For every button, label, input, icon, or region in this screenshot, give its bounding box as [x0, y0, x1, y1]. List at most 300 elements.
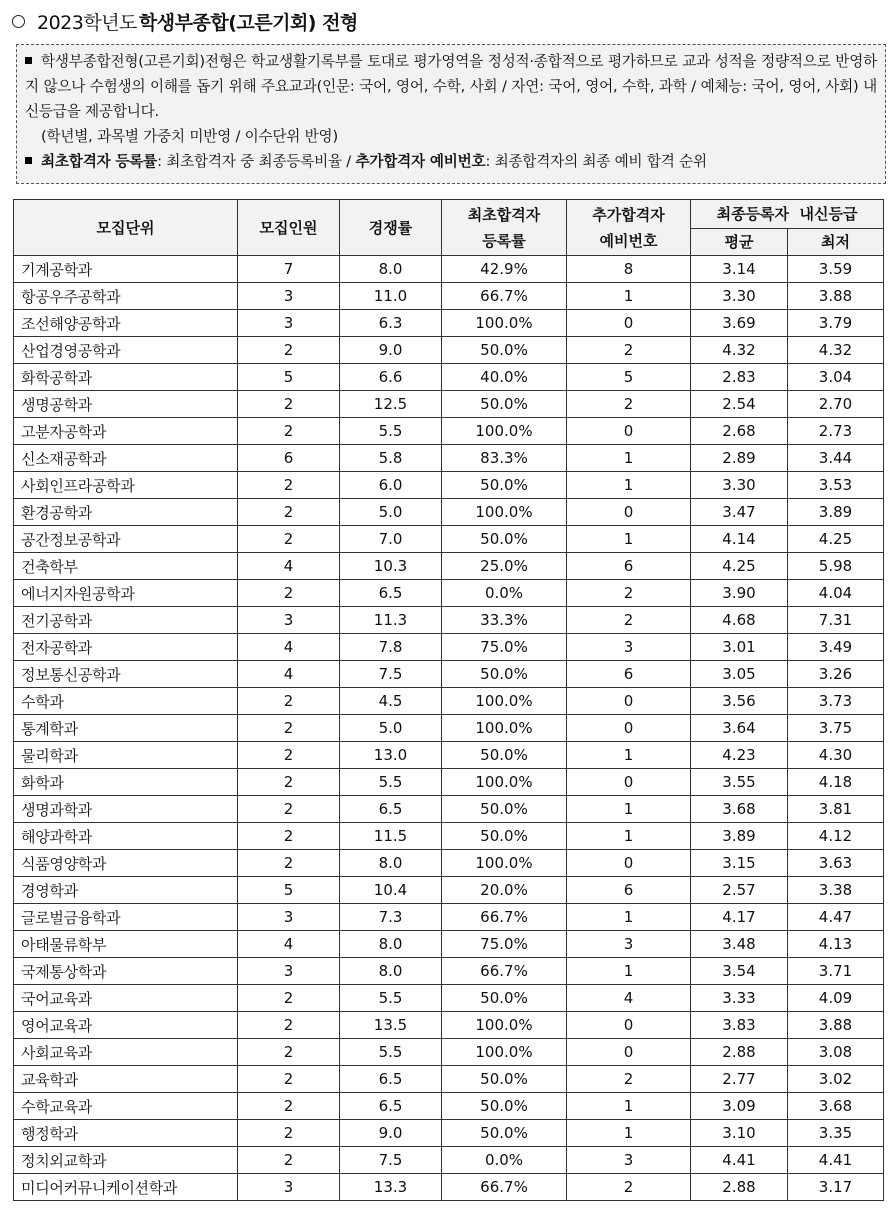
cell-waitlist: 2: [567, 580, 691, 607]
table-row: [14, 823, 884, 850]
cell-competition: 5.5: [340, 769, 442, 796]
cell-quota: 3: [238, 1174, 340, 1201]
header-first-reg-line2: 등록률: [482, 231, 526, 250]
notice-box: [16, 44, 886, 184]
cell-avg: 2.54: [691, 391, 788, 418]
cell-waitlist: 1: [567, 526, 691, 553]
cell-competition: 8.0: [340, 931, 442, 958]
table-row: [14, 742, 884, 769]
cell-waitlist: 0: [567, 715, 691, 742]
cell-first-reg: 20.0%: [442, 877, 567, 904]
cell-waitlist: 0: [567, 499, 691, 526]
cell-min: 5.98: [788, 553, 884, 580]
notice-text: 학생부종합전형(고른기회)전형은 학교생활기록부를 토대로 평가영역을 정성적·종합적으로 평가하므로 교과 성적을 정량적으로 반영하지 않으나 수험생의 이해를 돕기 위해 주요교과(인문: 국어, 영어, 수학, 사회 / 자연: 국어, 영어, 수학, 과학 / 예체능: 국어, 영어, 사회) 내신등급을 제공합니다.: [25, 53, 877, 120]
table-row: [14, 661, 884, 688]
cell-dept: 건축학부: [14, 553, 238, 580]
table-row: [14, 769, 884, 796]
cell-dept: 공간정보공학과: [14, 526, 238, 553]
cell-quota: 4: [238, 553, 340, 580]
cell-first-reg: 100.0%: [442, 1039, 567, 1066]
cell-first-reg: 50.0%: [442, 1093, 567, 1120]
term-waitlist: 추가합격자 예비번호: [355, 153, 486, 170]
cell-waitlist: 0: [567, 418, 691, 445]
header-competition: 경쟁률: [340, 200, 442, 256]
cell-min: 3.73: [788, 688, 884, 715]
cell-waitlist: 0: [567, 850, 691, 877]
cell-avg: 3.30: [691, 283, 788, 310]
cell-quota: 5: [238, 364, 340, 391]
cell-avg: 3.54: [691, 958, 788, 985]
cell-dept: 미디어커뮤니케이션학과: [14, 1174, 238, 1201]
page-title: [12, 6, 358, 36]
cell-dept: 영어교육과: [14, 1012, 238, 1039]
cell-waitlist: 0: [567, 1012, 691, 1039]
admission-results-table: [13, 199, 884, 1201]
cell-min: 2.70: [788, 391, 884, 418]
cell-quota: 2: [238, 418, 340, 445]
cell-dept: 수학과: [14, 688, 238, 715]
cell-min: 2.73: [788, 418, 884, 445]
table-row: [14, 634, 884, 661]
square-bullet-icon: [25, 57, 32, 64]
cell-min: 4.47: [788, 904, 884, 931]
cell-quota: 3: [238, 283, 340, 310]
cell-avg: 2.68: [691, 418, 788, 445]
cell-waitlist: 1: [567, 823, 691, 850]
cell-min: 3.89: [788, 499, 884, 526]
cell-quota: 2: [238, 472, 340, 499]
cell-competition: 5.8: [340, 445, 442, 472]
cell-min: 4.09: [788, 985, 884, 1012]
cell-avg: 3.01: [691, 634, 788, 661]
header-avg: 평균: [691, 229, 788, 256]
cell-first-reg: 50.0%: [442, 796, 567, 823]
cell-dept: 생명과학과: [14, 796, 238, 823]
def-first-reg: : 최초합격자 중 최종등록비율 /: [157, 153, 356, 170]
cell-avg: 2.77: [691, 1066, 788, 1093]
cell-waitlist: 3: [567, 931, 691, 958]
table-row: [14, 1012, 884, 1039]
cell-avg: 2.83: [691, 364, 788, 391]
cell-dept: 교육학과: [14, 1066, 238, 1093]
cell-first-reg: 50.0%: [442, 823, 567, 850]
circle-bullet-icon: [12, 15, 25, 28]
cell-quota: 5: [238, 877, 340, 904]
cell-quota: 2: [238, 715, 340, 742]
cell-competition: 5.5: [340, 985, 442, 1012]
cell-first-reg: 50.0%: [442, 1120, 567, 1147]
cell-waitlist: 6: [567, 553, 691, 580]
cell-quota: 2: [238, 499, 340, 526]
cell-avg: 4.68: [691, 607, 788, 634]
cell-first-reg: 33.3%: [442, 607, 567, 634]
cell-first-reg: 100.0%: [442, 715, 567, 742]
cell-dept: 화학과: [14, 769, 238, 796]
term-first-reg: 최초합격자 등록률: [41, 153, 158, 170]
cell-competition: 6.6: [340, 364, 442, 391]
table-row: [14, 418, 884, 445]
cell-min: 3.79: [788, 310, 884, 337]
cell-dept: 산업경영공학과: [14, 337, 238, 364]
cell-avg: 3.56: [691, 688, 788, 715]
table-row: [14, 364, 884, 391]
cell-avg: 3.05: [691, 661, 788, 688]
table-row: [14, 688, 884, 715]
cell-first-reg: 66.7%: [442, 904, 567, 931]
cell-first-reg: 50.0%: [442, 526, 567, 553]
cell-min: 3.71: [788, 958, 884, 985]
square-bullet-icon: [25, 157, 32, 164]
cell-quota: 3: [238, 904, 340, 931]
cell-dept: 고분자공학과: [14, 418, 238, 445]
cell-first-reg: 66.7%: [442, 1174, 567, 1201]
cell-first-reg: 100.0%: [442, 310, 567, 337]
cell-min: 4.30: [788, 742, 884, 769]
title-year: 2023학년도: [37, 11, 137, 34]
cell-quota: 2: [238, 742, 340, 769]
table-row: [14, 1120, 884, 1147]
header-waitlist: [567, 200, 691, 256]
table-row: [14, 958, 884, 985]
cell-min: 3.04: [788, 364, 884, 391]
table-row: [14, 796, 884, 823]
cell-avg: 3.55: [691, 769, 788, 796]
cell-first-reg: 50.0%: [442, 742, 567, 769]
cell-dept: 생명공학과: [14, 391, 238, 418]
cell-min: 3.75: [788, 715, 884, 742]
cell-quota: 2: [238, 1093, 340, 1120]
table-row: [14, 499, 884, 526]
cell-avg: 3.30: [691, 472, 788, 499]
header-dept: 모집단위: [14, 200, 238, 256]
cell-competition: 5.5: [340, 418, 442, 445]
cell-first-reg: 83.3%: [442, 445, 567, 472]
cell-first-reg: 100.0%: [442, 418, 567, 445]
table-row: [14, 715, 884, 742]
cell-dept: 글로벌금융학과: [14, 904, 238, 931]
table-row: [14, 877, 884, 904]
cell-dept: 화학공학과: [14, 364, 238, 391]
table-row: [14, 1066, 884, 1093]
cell-waitlist: 1: [567, 904, 691, 931]
header-final-group: 최종등록자 내신등급: [691, 200, 884, 229]
cell-first-reg: 0.0%: [442, 580, 567, 607]
cell-quota: 2: [238, 1012, 340, 1039]
cell-avg: 3.64: [691, 715, 788, 742]
cell-waitlist: 1: [567, 445, 691, 472]
cell-waitlist: 1: [567, 472, 691, 499]
cell-quota: 2: [238, 796, 340, 823]
cell-competition: 13.3: [340, 1174, 442, 1201]
header-waitlist-line2: 예비번호: [599, 231, 658, 250]
cell-waitlist: 1: [567, 742, 691, 769]
cell-competition: 6.5: [340, 796, 442, 823]
cell-first-reg: 50.0%: [442, 985, 567, 1012]
cell-min: 4.25: [788, 526, 884, 553]
cell-waitlist: 8: [567, 256, 691, 283]
cell-competition: 5.0: [340, 499, 442, 526]
cell-first-reg: 40.0%: [442, 364, 567, 391]
cell-first-reg: 42.9%: [442, 256, 567, 283]
cell-dept: 기계공학과: [14, 256, 238, 283]
cell-first-reg: 50.0%: [442, 661, 567, 688]
cell-dept: 정보통신공학과: [14, 661, 238, 688]
cell-dept: 정치외교학과: [14, 1147, 238, 1174]
cell-avg: 4.25: [691, 553, 788, 580]
cell-avg: 4.14: [691, 526, 788, 553]
cell-quota: 3: [238, 310, 340, 337]
cell-dept: 사회인프라공학과: [14, 472, 238, 499]
cell-competition: 10.3: [340, 553, 442, 580]
cell-min: 4.12: [788, 823, 884, 850]
cell-competition: 13.0: [340, 742, 442, 769]
cell-avg: 3.90: [691, 580, 788, 607]
cell-min: 3.63: [788, 850, 884, 877]
cell-min: 3.81: [788, 796, 884, 823]
cell-quota: 2: [238, 337, 340, 364]
cell-competition: 7.0: [340, 526, 442, 553]
cell-first-reg: 75.0%: [442, 931, 567, 958]
cell-min: 4.13: [788, 931, 884, 958]
cell-first-reg: 100.0%: [442, 1012, 567, 1039]
header-first-reg-line1: 최초합격자: [467, 205, 541, 224]
title-main: 학생부종합(고른기회) 전형: [138, 11, 358, 34]
cell-quota: 4: [238, 931, 340, 958]
cell-competition: 10.4: [340, 877, 442, 904]
cell-avg: 3.15: [691, 850, 788, 877]
cell-quota: 3: [238, 958, 340, 985]
cell-avg: 3.68: [691, 796, 788, 823]
cell-first-reg: 75.0%: [442, 634, 567, 661]
header-quota: 모집인원: [238, 200, 340, 256]
cell-dept: 아태물류학부: [14, 931, 238, 958]
cell-first-reg: 100.0%: [442, 499, 567, 526]
cell-min: 3.49: [788, 634, 884, 661]
cell-dept: 전자공학과: [14, 634, 238, 661]
cell-quota: 2: [238, 1120, 340, 1147]
cell-dept: 물리학과: [14, 742, 238, 769]
cell-dept: 사회교육과: [14, 1039, 238, 1066]
cell-competition: 6.3: [340, 310, 442, 337]
cell-competition: 7.5: [340, 1147, 442, 1174]
table-row: [14, 472, 884, 499]
cell-dept: 신소재공학과: [14, 445, 238, 472]
cell-first-reg: 100.0%: [442, 850, 567, 877]
cell-min: 3.02: [788, 1066, 884, 1093]
cell-competition: 11.3: [340, 607, 442, 634]
cell-min: 7.31: [788, 607, 884, 634]
cell-waitlist: 3: [567, 634, 691, 661]
cell-competition: 6.5: [340, 580, 442, 607]
header-min: 최저: [788, 229, 884, 256]
table-row: [14, 904, 884, 931]
cell-competition: 6.5: [340, 1093, 442, 1120]
cell-first-reg: 66.7%: [442, 958, 567, 985]
table-row: [14, 391, 884, 418]
table-row: [14, 1147, 884, 1174]
cell-competition: 5.5: [340, 1039, 442, 1066]
table-row: [14, 337, 884, 364]
cell-waitlist: 3: [567, 1147, 691, 1174]
cell-competition: 5.0: [340, 715, 442, 742]
cell-avg: 2.57: [691, 877, 788, 904]
cell-competition: 9.0: [340, 337, 442, 364]
table-row: [14, 580, 884, 607]
cell-min: 3.44: [788, 445, 884, 472]
cell-waitlist: 1: [567, 1120, 691, 1147]
cell-competition: 13.5: [340, 1012, 442, 1039]
cell-waitlist: 2: [567, 391, 691, 418]
cell-avg: 2.89: [691, 445, 788, 472]
cell-quota: 4: [238, 634, 340, 661]
table-row: [14, 931, 884, 958]
cell-quota: 6: [238, 445, 340, 472]
cell-min: 4.04: [788, 580, 884, 607]
cell-dept: 식품영양학과: [14, 850, 238, 877]
cell-competition: 11.5: [340, 823, 442, 850]
cell-first-reg: 0.0%: [442, 1147, 567, 1174]
cell-min: 4.41: [788, 1147, 884, 1174]
cell-waitlist: 2: [567, 1174, 691, 1201]
cell-avg: 4.23: [691, 742, 788, 769]
table-row: [14, 1093, 884, 1120]
cell-min: 3.53: [788, 472, 884, 499]
cell-min: 3.26: [788, 661, 884, 688]
table-row: [14, 553, 884, 580]
cell-min: 4.32: [788, 337, 884, 364]
cell-quota: 2: [238, 985, 340, 1012]
cell-competition: 6.0: [340, 472, 442, 499]
table-row: [14, 283, 884, 310]
cell-competition: 11.0: [340, 283, 442, 310]
notice-definitions: [25, 149, 877, 174]
cell-avg: 3.83: [691, 1012, 788, 1039]
cell-quota: 2: [238, 850, 340, 877]
cell-avg: 2.88: [691, 1174, 788, 1201]
cell-quota: 2: [238, 769, 340, 796]
cell-first-reg: 50.0%: [442, 1066, 567, 1093]
cell-avg: 3.69: [691, 310, 788, 337]
cell-competition: 7.3: [340, 904, 442, 931]
cell-competition: 8.0: [340, 256, 442, 283]
cell-quota: 2: [238, 688, 340, 715]
cell-avg: 4.17: [691, 904, 788, 931]
cell-first-reg: 100.0%: [442, 769, 567, 796]
cell-dept: 전기공학과: [14, 607, 238, 634]
cell-waitlist: 0: [567, 688, 691, 715]
table-row: [14, 256, 884, 283]
def-waitlist: : 최종합격자의 최종 예비 합격 순위: [485, 153, 707, 170]
cell-waitlist: 0: [567, 1039, 691, 1066]
cell-first-reg: 100.0%: [442, 688, 567, 715]
cell-competition: 7.8: [340, 634, 442, 661]
cell-quota: 2: [238, 823, 340, 850]
cell-dept: 국어교육과: [14, 985, 238, 1012]
table-row: [14, 445, 884, 472]
cell-first-reg: 50.0%: [442, 391, 567, 418]
cell-waitlist: 1: [567, 283, 691, 310]
notice-paragraph: [25, 49, 877, 124]
cell-quota: 2: [238, 1039, 340, 1066]
cell-min: 3.08: [788, 1039, 884, 1066]
cell-dept: 해양과학과: [14, 823, 238, 850]
table-row: [14, 985, 884, 1012]
cell-quota: 2: [238, 1147, 340, 1174]
cell-quota: 2: [238, 526, 340, 553]
cell-min: 3.68: [788, 1093, 884, 1120]
cell-waitlist: 0: [567, 769, 691, 796]
cell-waitlist: 1: [567, 958, 691, 985]
cell-waitlist: 6: [567, 661, 691, 688]
cell-waitlist: 2: [567, 607, 691, 634]
cell-dept: 항공우주공학과: [14, 283, 238, 310]
cell-competition: 8.0: [340, 958, 442, 985]
cell-first-reg: 50.0%: [442, 337, 567, 364]
header-waitlist-line1: 추가합격자: [592, 205, 665, 224]
cell-waitlist: 0: [567, 310, 691, 337]
cell-min: 3.35: [788, 1120, 884, 1147]
cell-avg: 3.10: [691, 1120, 788, 1147]
cell-waitlist: 5: [567, 364, 691, 391]
cell-waitlist: 1: [567, 796, 691, 823]
cell-dept: 조선해양공학과: [14, 310, 238, 337]
cell-competition: 8.0: [340, 850, 442, 877]
cell-min: 4.18: [788, 769, 884, 796]
cell-avg: 3.48: [691, 931, 788, 958]
cell-waitlist: 6: [567, 877, 691, 904]
cell-avg: 3.14: [691, 256, 788, 283]
cell-quota: 7: [238, 256, 340, 283]
cell-min: 3.88: [788, 1012, 884, 1039]
cell-dept: 행정학과: [14, 1120, 238, 1147]
table-row: [14, 1039, 884, 1066]
cell-dept: 경영학과: [14, 877, 238, 904]
cell-quota: 3: [238, 607, 340, 634]
cell-min: 3.88: [788, 283, 884, 310]
cell-dept: 에너지자원공학과: [14, 580, 238, 607]
cell-first-reg: 66.7%: [442, 283, 567, 310]
cell-dept: 환경공학과: [14, 499, 238, 526]
cell-competition: 12.5: [340, 391, 442, 418]
cell-avg: 4.32: [691, 337, 788, 364]
table-row: [14, 850, 884, 877]
cell-competition: 4.5: [340, 688, 442, 715]
cell-waitlist: 1: [567, 1093, 691, 1120]
cell-avg: 3.33: [691, 985, 788, 1012]
cell-first-reg: 50.0%: [442, 472, 567, 499]
cell-avg: 3.47: [691, 499, 788, 526]
table-row: [14, 1174, 884, 1201]
table-body: [14, 256, 884, 1201]
cell-dept: 통계학과: [14, 715, 238, 742]
cell-avg: 2.88: [691, 1039, 788, 1066]
cell-competition: 7.5: [340, 661, 442, 688]
header-first-reg: [442, 200, 567, 256]
cell-dept: 수학교육과: [14, 1093, 238, 1120]
cell-quota: 2: [238, 391, 340, 418]
cell-waitlist: 2: [567, 337, 691, 364]
cell-dept: 국제통상학과: [14, 958, 238, 985]
cell-min: 3.59: [788, 256, 884, 283]
cell-avg: 3.89: [691, 823, 788, 850]
table-row: [14, 607, 884, 634]
cell-first-reg: 25.0%: [442, 553, 567, 580]
cell-waitlist: 4: [567, 985, 691, 1012]
cell-quota: 4: [238, 661, 340, 688]
cell-quota: 2: [238, 1066, 340, 1093]
table-row: [14, 526, 884, 553]
table-row: [14, 310, 884, 337]
